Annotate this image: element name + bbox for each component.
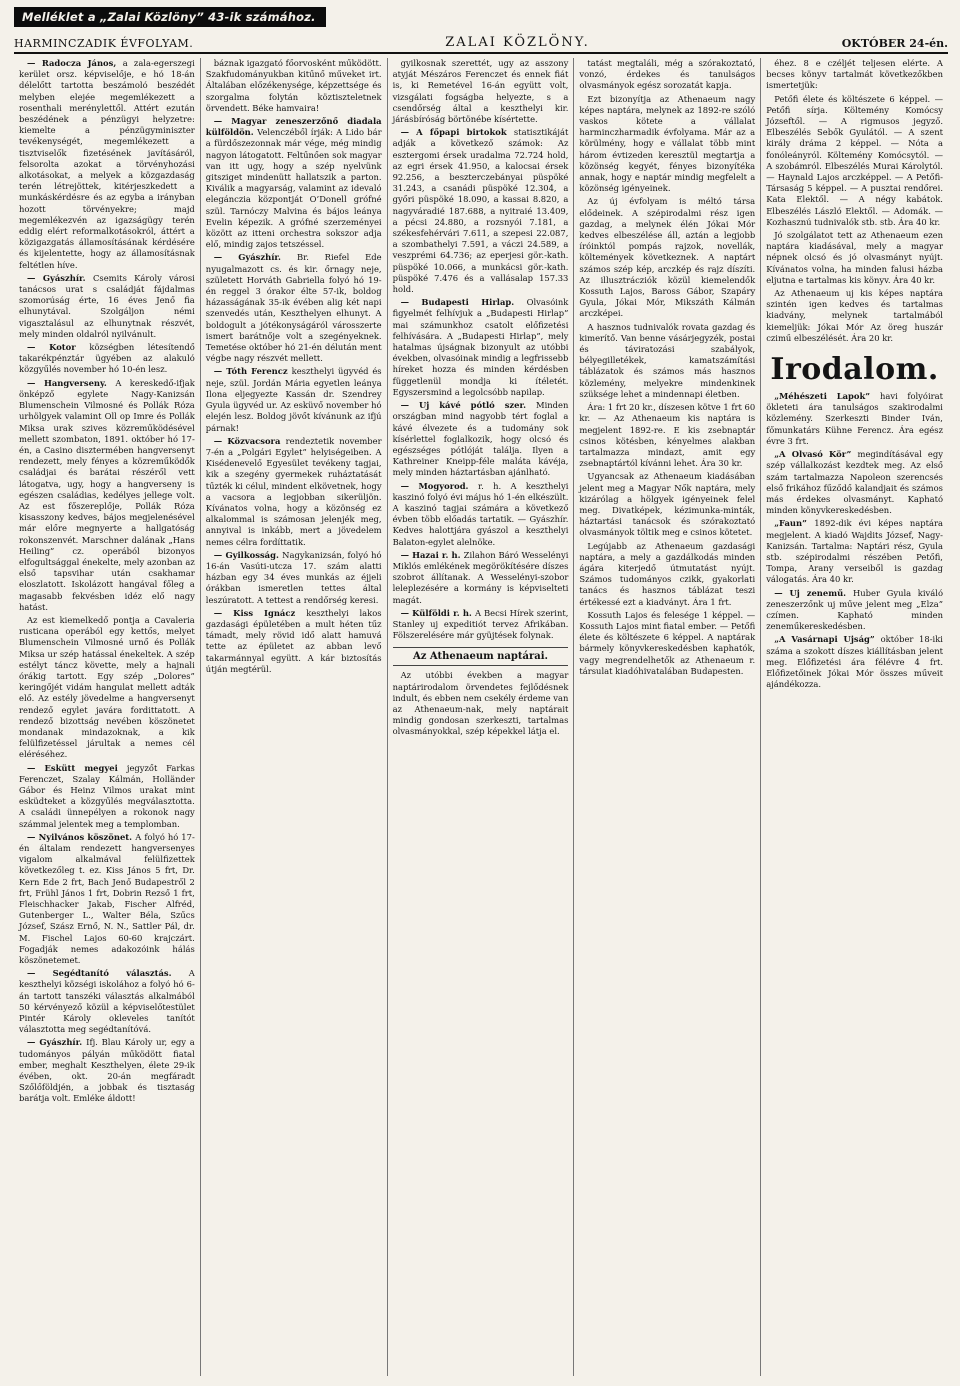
news-item [206,116,382,250]
news-item [19,763,195,830]
news-item-lead: — Eskütt megyei [27,762,127,773]
news-item-text: A hasznos tudnivalók rovata gazdag és kimerítő. Van benne vásárjegyzék, postai és táviratozási szabályok, bélyegilletékek, kamatszámítási táblázatok és számos más hasznos közlemény, melyekre mindenkinek szüksége lehet a mindennapi életben. [579,321,756,399]
news-item [393,481,569,548]
news-item [579,196,755,319]
news-item-text: Nagykanizsán, folyó hó 16-án Vasúti-utcza 17. szám alatti házban egy 34 éves munkás az éjjeli órákban ismeretlen tettes által leszúratott. A tettest a rendőrség keresi. [205,549,382,605]
news-item-text: községben létesítendő takarékpénztár ügyében az alakuló közgyűlés november hó 10-én lesz. [19,342,195,375]
news-item-lead: — A főpapi birtokok [400,127,514,138]
news-item-text: Csemits Károly városi tanácsos urat s családját fájdalmas szomorúság érte, 16 éves Jenő fia elhunytával. Szolgáljon némi vigasztalásul az elhunytnak részvét, mely minden oldalról nyilvánult. [19,272,195,339]
column-1 [14,58,201,1376]
news-item-text: Ifj. Blau Károly ur, egy a tudományos pályán működött fiatal ember, meghalt Keszthelyen, élete 29-ik évében, okt. 20-án megfáradt Szőlőföldjén, a jobbak és tisztaság barátja volt. Emléke áldott! [19,1037,195,1104]
news-item-text: tatást megtaláli, még a szórakoztató, vonzó, érdekes és tanulságos olvasmányok egész sorozatát kapja. [579,58,756,91]
news-item-text: megindításával egy szép vállalkozást kezdtek meg. Az első szám tartalmazza Napoleon szerencsés első frikához fűződő kalandjait és számos más érdekes olvasmányt. Kapható minden könyvkereskedésben. [766,449,943,516]
news-item-text: 1892-dik évi képes naptára megjelent. A kiadó Wajdits József, Nagy-Kanizsán. Tartalma: Naptári rész, Gyula stb. szépirodalmi részében Petőfi, Tompa, Arany verseiből is gazdag válogatás. Ára 40 kr. [766,518,943,585]
news-item [393,127,569,295]
news-item-lead: „A Olvasó Kör” [774,449,858,460]
news-item-lead: — Hangverseny. [27,377,116,388]
column-5 [761,58,948,1376]
news-item [393,297,569,398]
news-item [579,402,755,469]
news-item-text: Jó szolgálatot tett az Athenaeum ezen naptára kiadásával, mely a magyar népnek olcsó és jó olvasmányt nyújt. Kívánatos volna, ha minden falusi házba eljutna e tartalmas kis könyv. Ára 40 kr. [766,230,943,285]
news-item-text: báznak igazgató főorvosként működött. Szakfudományukban kitűnő műveket irt. Általában előzékenysége, képzettsége és szorgalma folytán köztiszteletnek örvendett. Béke hamvaira! [205,58,382,113]
section-heading: Az Athenaeum naptárai. [393,647,569,666]
news-item-text: Az utóbbi években a magyar naptárirodalom örvendetes fejlődésnek indult, és ebben nem csekély érdeme van az Athenaeum-nak, mely naptárait mindig gondosan szerkeszti, tartalmas olvasmányokkal, szép képekkel látja el. [392,670,569,737]
news-item-text: október 18-iki száma a szokott díszes kiállításban jelent meg. Előfizetési ára félévre 4 frt. Előfizetőinek Jókai Mór összes műveit ajándékozza. [766,634,943,690]
news-item [579,58,755,92]
news-item-lead: „Faun” [774,518,815,529]
news-item-lead: — Budapesti Hirlap. [400,297,527,308]
news-item-text: A kereskedő-ifjak önképző egylete Nagy-Kanizsán Blumenschein Vilmosné és Pollák Róza urhölgyek valamint Oll op Imre és Pollák Miksa urak szives közreműködésével mellett szombaton, 1891. október hó 17-én, a Casino disztermében hangversenyt rendezett, mely fényes a közreműködők családjai és barátai részéről vett látogatva, ugy, hogy a hangverseny is egészen családias, kedélyes jellege volt. Az est főszereplője, Pollák Róza kisasszony kedves, bájos megjelenésével már előre megnyerte a hallgatóság rokonszenvét. Marschner dalának „Hans Heiling” cz. operából bizonyos elfogultsággal énekelte, mely azonban az első tapsvihar után csakhamar eloszlatott. Iskolázott hangával főleg a magasabb fekvésben idéz elő nagy hatást. [19,377,195,612]
news-item [393,608,569,642]
masthead [14,35,948,54]
news-item [19,615,195,761]
news-item-lead: — Kiss Ignácz [213,607,307,618]
news-item [19,58,195,271]
news-item [766,94,943,228]
news-item-text: Huber Gyula kiváló zeneszerzőnk uj műve jelent meg „Elza” czímen. Kapható minden zeneműkereskedésben. [766,587,943,632]
news-item [579,610,755,677]
news-item-text: A Becsi Hírek szerint, Stanley uj expeditiót tervez Afrikában. Fölszerelésére már gyüjtések folynak. [392,607,569,641]
column-4 [574,58,761,1376]
news-item-lead: — Nyilvános köszönet. [27,831,136,842]
news-item-lead: — Magyar zeneszerzőnő diadala külföldön. [205,116,382,138]
column-2 [201,58,388,1376]
news-item [766,230,943,286]
news-item [579,94,755,195]
news-item [766,518,943,585]
news-item [766,634,943,690]
news-item-text: Az új évfolyam is méltó társa elődeinek. A szépirodalmi rész igen gazdag, a melynek élén Jókai Mór kedves elbeszélése áll, aztán a legjobb íróinktól pompás rajzok, novellák, költemények következnek. A naptárt számos szép kép, arczkép és rajz díszíti. Az illusztrácziók közül kiemelendők Kossuth Lajos, Baross Gábor, Szapáry Gyula, Jókai Mór, Mikszáth Kálmán arczképei. [579,196,756,319]
volume-label: HARMINCZADIK ÉVFOLYAM. [14,37,194,50]
news-item-lead: „Méhészeti Lapok” [774,391,880,402]
news-item [19,273,195,340]
news-item [19,1037,195,1104]
news-item-text: a zala-egerszegi kerület orsz. képviselője, e hó 18-án délelőtt tartotta beszámoló beszédét melyben elejée megemlékezett a rosenthali merénylettől. Attért ezután beszédének a pénzügyi helyzetre: kiemelte a pénzügyminiszter tevékenységét, megemlékezett a tisztviselők fizetésének javításáról, felsorolta azokat a törvényhozási alkotásokat, a melyek a közgazdaság terén létrejöttek, kitérjeszkedett a munkáskérdésre és az egyba a irányban hozott törvényekre; majd megemlékezvén az igazságügy terén eddig elért reformalkotásokról, áttért a közigazgatás államosításának kérdésére és kijelentette, hogy az államosításnak feltétlen híve. [19,58,195,270]
news-item [206,366,382,433]
news-item-text: statisztikáját adják a következő számok: Az esztergomi érsek uradalma 72.724 hold, az egri érsek 41.950, a kalocsai érsek 92.256, a beszterczebányai püspöké 31.243, a csanádi püspöké 12.304, a győri püspöké 18.090, a kassai 8.820, a nagyváradié 187.688, a nyitraié 13.409, a pécsi 24.880, a rozsnyói 7.181, a székesfehérvári 7.611, a szepesi 22.087, a szombathelyi 7.591, a váczi 24.589, a veszprémi 64.736; az eperjesi gör.-kath. püspöké 10.066, a munkácsi gör.-kath. püspöké 7.476 és a vallásalap 157.33 hold. [392,127,569,295]
news-item-text: Petőfi élete és költészete 6 képpel. — Petőfi sírja. Költemény Komócsy Józseftől. — A rigmusos jegyző. Elbeszélés Sebők Gyulától. — A szent király dráma 2 képpel. — Nóta a fonóleányról. Költemény Komócsytól. — A szobámról. Elbeszélés Murai Károlytól. — Haynald Lajos arczképpel. — A Petőfi-Társaság 5 képpel. — A pusztai rendőrei. Kata Elektől. — A négy kabátok. Elbeszélés László Elektől. — Adomák. — Kozhasznú tudnivalók stb. stb. Ára 40 kr. [766,93,943,227]
news-item-text: Br. Riefel Ede nyugalmazott cs. és kir. őrnagy neje, született Horváth Gabriella folyó hó 19-én reggel 3 órakor élte 57-ik, boldog házasságának 35-ik évében alig két napi szenvedés után, Keszthelyen elhunyt. A boldogult a jótékonyságáról városszerte ismert barátnője volt a szegényeknek. Temetése október hó 21-én délután ment végbe nagy részvét mellett. [205,252,382,364]
news-item-text: Ugyancsak az Athenaeum kiadásában jelent meg a Magyar Nők naptára, mely kizárólag a hölgyek igényeinek felel meg. Divatképek, kézimunka-minták, háztartási tanácsok és szórakoztató olvasmányok töltik meg e csinos kötetet. [579,471,756,538]
news-item-text: Zilahon Báró Wesselényi Miklós emlékének megörökítésére díszes szobrot állítanak. A Wesselényi-szobor leleplezésére a kormány is képviselteti magát. [392,549,569,605]
newspaper-title: ZALAI KÖZLÖNY. [445,35,590,50]
news-item-text: Az est kiemelkedő pontja a Cavaleria rusticana operából egy kettős, melyet Blumenschein Vilmosné urnő és Pollák Miksa ur szép hatással énekeltek. A szép estélyt táncz követte, mely a hajnali órákig tartott. Egy szép „Dolores” keringőjét vidám hangulat mellett adták elő. Az estély jövedelme a hangversenyt rendező egylet javára fordittatott. A rendező bizottság nevében köszönetet mondanak mindazoknak, a kik felülfizetéssel járultak a nemes cél eléréséhez. [19,614,195,760]
news-item [766,58,943,92]
news-item-text: Kossuth Lajos és felesége 1 képpel. — Kossuth Lajos mint fiatal ember. — Petőfi élete és költészete 6 képpel. A naptárak bármely könyvkereskedésben kaphatók, vagy megrendelhetők az Athenaeum r. társulat kiadóhivatalában Budapesten. [579,609,756,676]
news-item-text: Olvasóink figyelmét felhívjuk a „Budapesti Hirlap” mai számunkhoz csatolt előfizetési felhívására. A „Budapesti Hirlap”, mely hatalmas újságnak bizonyult az utóbbi években, olvasóinak mindig a legfrissebb híreket hozza és minden kérdésben függetlenül mondja ki ítéletét. Egyszersmind a legolcsóbb napilap. [392,297,569,397]
news-item [206,608,382,675]
news-item [579,322,755,400]
news-item-text: Legújabb az Athenaeum gazdasági naptára, a mely a gazdálkodás minden ágára kiterjedő útmutatást nyújt. Számos tudományos czikk, gyakorlati tanács és hasznos táblázat teszi értékessé ezt a kiadványt. Ára 1 frt. [579,540,756,607]
news-item-text: keszthelyi lakos gazdasági épületében a mult héten tűz támadt, mely rövid idő alatt hamuvá tette az épületet az abban levő takarmánnyal együtt. A kár biztosítás útján megtérül. [205,607,382,674]
news-item-lead: — Gyilkosság. [213,549,283,560]
news-item-text: A folyó hó 17-én általam rendezett hangversenyes vigalom alkalmával felülfizettek következőleg t. ez. Kiss János 5 frt, Dr. Kern Ede 2 frt, Bach Jenő Budapestről 2 frt, Frühl János 1 frt, Dobrin Rezső 1 frt, Fleischhacker Jakab, Fischer Alfréd, Gutenberger L., Walter Béla, Szűcs József, Szász Ernő, N. N., Sattler Pál, dr. M. Fischel Lajos 60-60 krajczárt. Fogadják nemes adakozóink hálás köszönetemet. [19,831,195,966]
news-item-lead: — Uj zenemű. [774,587,853,598]
news-item-text: rendeztetik november 7-én a „Polgári Egylet” helyiségeiben. A Kisédenevelő Egyesület tevékeny tagjai, kik a szegény gyermekek ruháztatását tűzték ki célul, mindent elkövetnek, hogy a vacsora a legjobban sikerüljön. Kívánatos volna, hogy a közönség ez alkalommal is számosan jelenjék meg, annyival is inkább, mert a jövedelem nemes célra fordíttatik. [205,435,382,547]
columns [14,58,948,1376]
news-item [393,400,569,478]
news-item-lead: — Gyászhír. [27,1037,87,1048]
issue-date: OKTÓBER 24-én. [841,37,948,50]
news-item-lead: — Gyászhír. [213,252,297,263]
news-item [393,58,569,125]
news-item [19,378,195,613]
news-item-text: Ezt bizonyítja az Athenaeum nagy képes naptára, melynek az 1892-re szóló vaskos kötete a vállalat harminczharmadik évfolyama. Már az a körülmény, hogy e vállalat több mint három évtizeden keresztül megtartja a közönség kegyét, fényes bizonyítéka annak, hogy e naptár mindig megfelelt a közönség igényeinek. [579,93,756,194]
news-item-text: Velenczéből írják: A Lido bár a fürdőszezonnak már vége, még mindig nagyon látogatott. Feltűnően sok magyar van itt ugy, hogy a szép nyelvünk gitsziget mindenütt hallatszik a parton. Kiválik a magyarság, valamint az idevaló elegánczia központját O’Donell grófné szül. Tarnóczy Malvina és bájos leánya Evelin képezik. A grófné szerzeményei között az itteni orchestra sokszor adja elő, mindig zajos tetszéssel. [205,127,382,250]
news-item-lead: — Segédtanító választás. [27,968,189,979]
news-item-text: Az Athenaeum uj kis képes naptára szintén igen kedves és tartalmas kiadvány, melynek tartalmából kiemeljük: Jókai Mór Az öreg huszár czimű elbeszélését. Ára 20 kr. [766,288,943,343]
news-item-lead: — Radocza János, [27,58,123,68]
news-item [206,436,382,548]
news-item-lead: — Hazai r. h. [400,549,464,560]
news-item-lead: — Tóth Ferencz [213,366,292,377]
news-item-lead: „A Vasárnapi Ujság” [774,634,881,645]
news-item-text: Minden országban mind nagyobb tért foglal a kávé élvezete és a tudomány sok kísérlettel foglalkozik, hogy olcsó és egészséges pótlóját találja. Ilyen a Kathreiner Kneipp-féle maláta kávéja, mely minden háztartásban ajánlható. [392,400,569,478]
news-item-lead: — Mogyorod. [400,480,479,491]
news-item-text: r. h. A keszthelyi kaszinó folyó évi május hó 1-én elkészült. A kaszinó tagjai számára a következő évben több előadás tartatik. — Gyászhír. Kedves halottjára gyászol a keszthelyi Balaton-egylet alelnöke. [392,480,569,547]
news-item [766,449,943,516]
news-item [393,550,569,606]
news-item [19,968,195,1035]
news-item-text: Ára: 1 frt 20 kr., díszesen kötve 1 frt 60 kr. — Az Athenaeum kis naptára is megjelent 1892-re. E kis zsebnaptár csinos kötésben, kényelmes alakban tartalmazza mindazt, amit egy zsebnaptártól kívánni lehet. Ára 30 kr. [579,402,756,469]
news-item [206,252,382,364]
news-item-lead: — Kotor [27,342,90,353]
news-item [579,541,755,608]
news-item [766,288,943,344]
news-item [766,588,943,633]
supplement-stamp: Melléklet a „Zalai Közlöny” 43-ik számához. [14,7,326,27]
news-item-text: éhez. 8 e czéljét teljesen elérte. A becses könyv tartalmát következőkben ismertetjük: [766,58,943,91]
news-item-text: havi folyóirat ökleteti ára tanulságos szakirodalmi közlemény. Szerkeszti Binder Iván, főmunkatárs Kühne Ferencz. Ára egész évre 3 frt. [766,391,943,446]
news-item-text: A keszthelyi községi iskolához a folyó hó 6-án tartott tanszéki választás alkalmából 50 kérvényező közül a képviselőtestület Pintér Károly okleveles tanítót választotta meg segédtanítóvá. [19,968,195,1035]
news-item-lead: — Külföldi r. h. [400,607,476,618]
news-item-text: jegyzőt Farkas Ferenczet, Szalay Kálmán, Holländer Gábor és Heinz Vilmos urakat mint esküdteket a közgyűlés megválasztotta. A családi ünnepélyen a rokonok nagy számmal jelentek meg a templomban. [19,762,195,829]
news-item-lead: — Uj kávé pótló szer. [400,400,537,411]
news-item [206,550,382,606]
news-item-lead: — Közvacsora [213,435,286,446]
column-3 [388,58,575,1376]
news-item-lead: — Gyászhír. [27,272,94,283]
section-heading: Irodalom. [770,352,939,388]
news-item [19,342,195,376]
news-item [19,832,195,966]
news-item [766,391,943,447]
news-item [393,670,569,737]
news-item [206,58,382,114]
news-item [579,471,755,538]
news-item-text: gyilkosnak szerettét, ugy az asszony atyját Mészáros Ferenczet és ennek fiát is, ki Remetével 16-án együtt volt, vizsgálati fogságba helyezte, s a csendőrség által a keszthelyi kir. járásbíróság börtönébe kísértette. [392,58,569,125]
news-item-text: keszthelyi ügyvéd és neje, szül. Jordán Mária egyetlen leánya Ilona eljegyezte Kassán dr. Szendrey Gyula ügyvéd ur. Az esküvő november hó elején lesz. Boldog jövőt kívánunk az ifjú párnak! [205,366,382,433]
